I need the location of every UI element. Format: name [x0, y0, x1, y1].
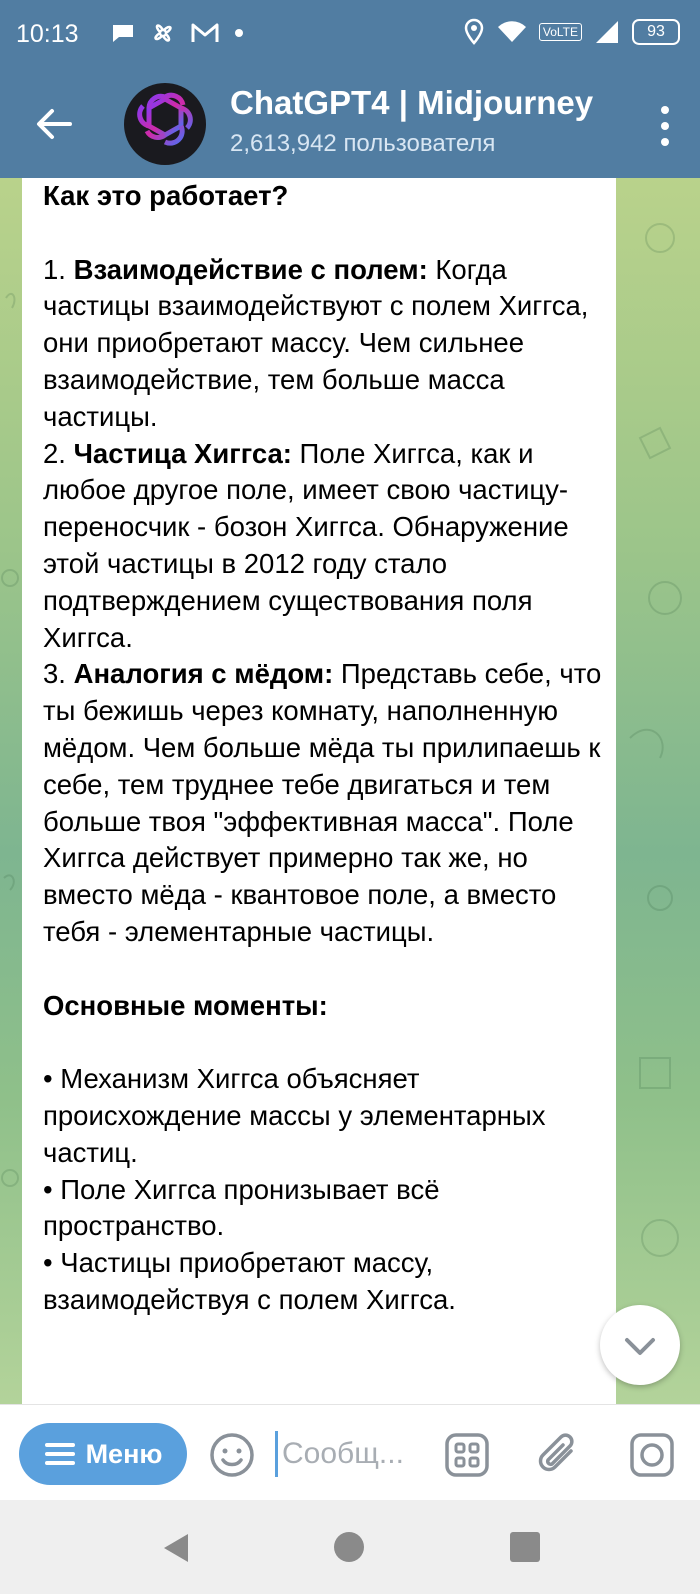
signal-icon: [594, 19, 620, 45]
scroll-down-button[interactable]: [600, 1305, 680, 1385]
bullet-item: • Частицы приобретают массу, взаимодействуя с полем Хиггса.: [43, 1247, 456, 1315]
message-heading: Как это работает?: [43, 180, 289, 211]
location-icon: [463, 18, 485, 46]
volte-label: VoLTE: [539, 23, 582, 41]
chevron-down-icon: [600, 1305, 680, 1385]
bullet-item: • Поле Хиггса пронизывает всё пространство.: [43, 1173, 440, 1242]
chat-notification-icon: [110, 21, 136, 45]
list-item: 2. Частица Хиггса: Поле Хиггса, как и любое другое поле, имеет свою частицу-переносчик - бозон Хиггса. Обнаружение этой частицы в 2012 году стало подтверждением существования поля Хиггса.: [43, 437, 569, 653]
wifi-icon: [497, 20, 527, 44]
hamburger-icon: [44, 1441, 76, 1467]
fan-app-icon: [150, 20, 176, 46]
battery-indicator: 93: [632, 19, 680, 45]
clock: 10:13: [16, 20, 79, 48]
status-bar: [0, 0, 700, 70]
dot-icon: [234, 28, 244, 38]
bot-commands-icon[interactable]: [443, 1431, 491, 1479]
more-options-icon[interactable]: [658, 104, 672, 148]
camera-icon[interactable]: [628, 1431, 676, 1479]
menu-button-label: Меню: [85, 1438, 163, 1469]
message-input[interactable]: [275, 1431, 432, 1477]
nav-home-button[interactable]: [334, 1532, 364, 1562]
list-item: 1. Взаимодействие с полем: Когда частицы взаимодействуют с полем Хиггса, они приобретают массу. Чем сильнее взаимодействие, тем больше масса частицы.: [43, 253, 589, 432]
system-icons: [463, 18, 680, 46]
message-text: [43, 178, 603, 1319]
system-nav-bar: [0, 1500, 700, 1594]
gmail-icon: [190, 21, 220, 45]
message-bubble[interactable]: [22, 178, 616, 1404]
chat-area[interactable]: [0, 178, 700, 1404]
list-item: 3. Аналогия с мёдом: Представь себе, что ты бежишь через комнату, наполненную мёдом. Чем больше мёда ты прилипаешь к себе, тем труднее тебе двигаться и тем больше твоя "эффективная масса". Поле Хиггса действует примерно так же, но вместо мёда - квантовое поле, а вместо тебя - элементарные частицы.: [43, 658, 602, 947]
bullet-item: • Механизм Хиггса объясняет происхождение массы у элементарных частиц.: [43, 1063, 546, 1168]
openai-logo-icon: [124, 83, 206, 165]
emoji-icon[interactable]: [208, 1431, 256, 1479]
back-arrow-icon[interactable]: [30, 100, 78, 148]
bot-menu-button[interactable]: [19, 1423, 187, 1485]
paperclip-icon[interactable]: [535, 1429, 583, 1479]
channel-title[interactable]: ChatGPT4 | Midjourney: [230, 84, 594, 121]
chat-header: [0, 70, 700, 178]
nav-back-icon[interactable]: [160, 1530, 192, 1566]
channel-avatar[interactable]: [124, 83, 206, 165]
nav-recents-button[interactable]: [510, 1532, 540, 1562]
subscriber-count: 2,613,942 пользователя: [230, 130, 496, 157]
section-heading: Основные моменты:: [43, 989, 328, 1021]
notification-icons: [110, 20, 244, 46]
message-composer: [0, 1404, 700, 1501]
